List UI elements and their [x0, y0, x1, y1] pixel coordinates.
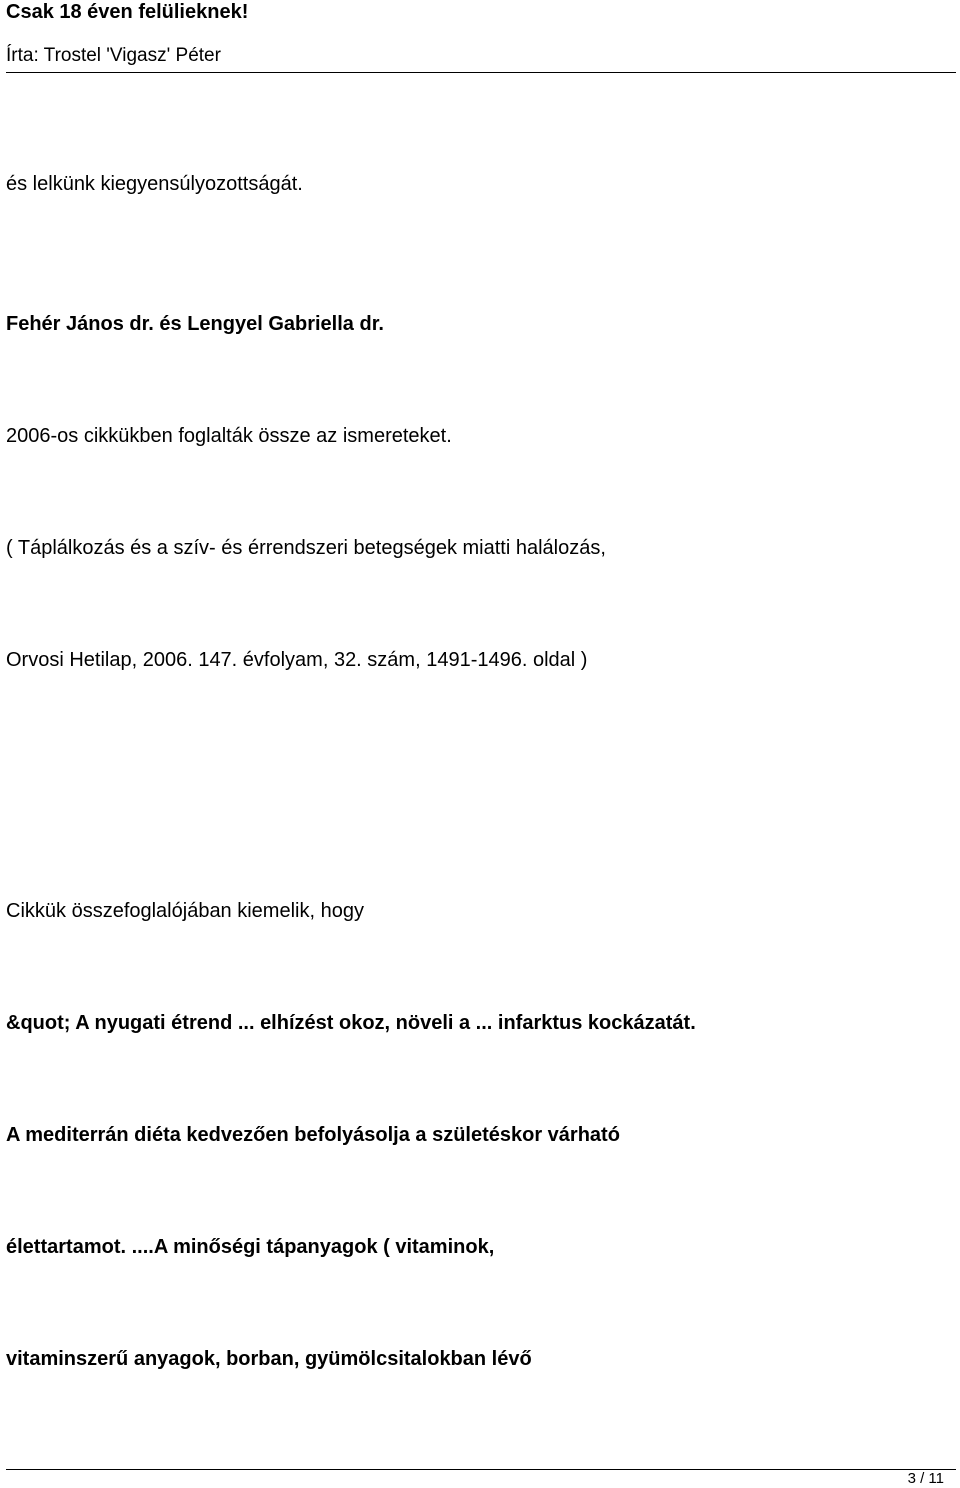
document-title: Csak 18 éven felülieknek! — [6, 1, 249, 23]
quote-line-4: vitaminszerű anyagok, borban, gyümölcsitalokban lévő — [6, 1348, 532, 1370]
quote-line-3: élettartamot. ....A minőségi tápanyagok ( vitaminok, — [6, 1236, 495, 1258]
quote-line-2: A mediterrán diéta kedvezően befolyásolja a születéskor várható — [6, 1124, 620, 1146]
body-line-3: 2006-os cikkükben foglalták össze az ismereteket. — [6, 425, 452, 447]
author-credit-line: Fehér János dr. és Lengyel Gabriella dr. — [6, 313, 384, 335]
footer-divider — [6, 1469, 956, 1470]
body-line-1: és lelkünk kiegyensúlyozottságát. — [6, 173, 303, 195]
body-line-6: Cikkük összefoglalójában kiemelik, hogy — [6, 900, 364, 922]
page-number: 3 / 11 — [907, 1470, 944, 1487]
citation-line-2: Orvosi Hetilap, 2006. 147. évfolyam, 32. szám, 1491-1496. oldal ) — [6, 649, 588, 671]
quote-line-1: &quot; A nyugati étrend ... elhízést okoz, növeli a ... infarktus kockázatát. — [6, 1012, 696, 1034]
citation-line-1: ( Táplálkozás és a szív- és érrendszeri betegségek miatti halálozás, — [6, 537, 606, 559]
header-divider — [6, 72, 956, 73]
document-author: Írta: Trostel 'Vigasz' Péter — [6, 45, 221, 66]
